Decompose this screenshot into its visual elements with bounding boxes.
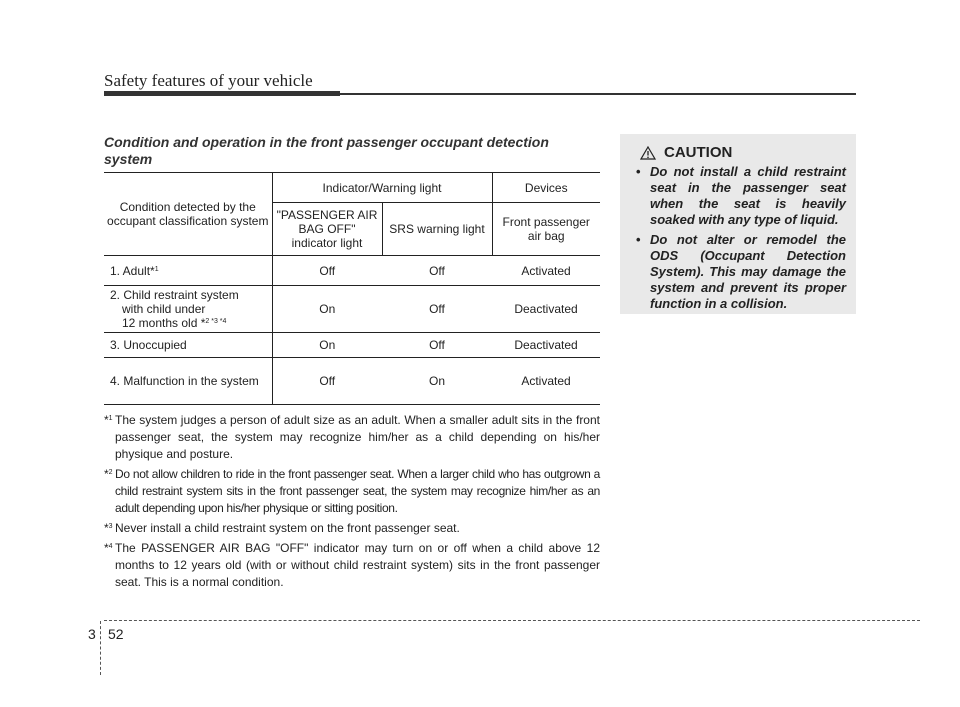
caution-item: • Do not install a child restraint seat in the passenger seat when the seat is heavily soaked with any type of liquid. [630, 164, 846, 228]
footnote-text: Do not allow children to ride in the front passenger seat. When a larger child who has outgrown a child restraint system sits in the front passenger seat, the system may recognize him/her as an adult depending upon his/her physique or sitting position. [115, 467, 600, 515]
footnote-number: 1 [108, 415, 113, 422]
front-passenger-airbag-header: Front passenger air bag [492, 203, 600, 256]
airbag-status-cell: Activated [492, 358, 600, 405]
srs-warning-header: SRS warning light [382, 203, 492, 256]
table-row [104, 286, 600, 333]
footnote-mark [104, 412, 113, 429]
footnote [104, 466, 600, 517]
table-row [104, 333, 600, 358]
airbag-status-cell: Deactivated [492, 333, 600, 358]
caution-item: • Do not alter or remodel the ODS (Occupant Detection System). This may damage the system and prevent its proper function in a collision. [630, 232, 846, 312]
caution-list [630, 164, 846, 312]
condition-header: Condition detected by the occupant classification system [104, 173, 272, 256]
table-header-row [104, 173, 600, 203]
page-footer-rule [104, 620, 920, 621]
page-number-divider [100, 621, 101, 675]
header-bar [104, 91, 340, 96]
condition-cell: 4. Malfunction in the system [104, 358, 272, 405]
page-header-title: Safety features of your vehicle [104, 71, 313, 90]
airbag-off-light-cell: Off [272, 256, 382, 286]
footnote-ref: 1 [154, 265, 159, 273]
srs-light-cell: Off [382, 333, 492, 358]
footnote-text: Never install a child restraint system on the front passenger seat. [115, 521, 460, 535]
footnote-ref: 2 *3 *4 [205, 318, 227, 325]
footnote-mark [104, 540, 113, 557]
footnote-asterisk: * [104, 413, 109, 427]
caution-box [620, 134, 856, 314]
condition-cell [104, 256, 272, 286]
footnote-number: 2 [108, 469, 113, 476]
condition-label: with child under [122, 302, 206, 316]
footnote [104, 520, 600, 537]
condition-label: 1. Adult* [110, 263, 155, 278]
footnote-asterisk: * [104, 467, 109, 481]
footnote-number: 4 [108, 543, 113, 550]
condition-label: 2. Child restraint system [110, 288, 239, 302]
ods-condition-table [104, 172, 600, 405]
airbag-off-light-cell: On [272, 286, 382, 333]
footnote-number: 3 [108, 523, 113, 530]
section-title: Condition and operation in the front passenger occupant detection system [104, 134, 549, 167]
footnote [104, 540, 600, 591]
footnote-asterisk: * [104, 521, 109, 535]
footnote-asterisk: * [104, 541, 109, 555]
footnote-mark [104, 520, 113, 537]
table-row [104, 256, 600, 286]
table-row [104, 358, 600, 405]
airbag-status-cell: Deactivated [492, 286, 600, 333]
condition-cell: 3. Unoccupied [104, 333, 272, 358]
passenger-airbag-off-header: "PASSENGER AIR BAG OFF" indicator light [272, 203, 382, 256]
warning-triangle-icon [640, 146, 656, 160]
indicator-header: Indicator/Warning light [272, 173, 492, 203]
airbag-status-cell: Activated [492, 256, 600, 286]
devices-header: Devices [492, 173, 600, 203]
chapter-number: 3 [88, 626, 96, 642]
condition-cell [104, 286, 272, 333]
srs-light-cell: On [382, 358, 492, 405]
page-number: 52 [108, 626, 124, 642]
srs-light-cell: Off [382, 256, 492, 286]
airbag-off-light-cell: Off [272, 358, 382, 405]
header-rule [340, 93, 856, 95]
airbag-off-light-cell: On [272, 333, 382, 358]
footnote [104, 412, 600, 463]
footnote-text: The PASSENGER AIR BAG "OFF" indicator may turn on or off when a child above 12 months to 12 years old (with or without child restraint system) sits in the front passenger seat. This is a normal condition. [115, 541, 600, 589]
caution-header [640, 144, 846, 161]
condition-label: 12 months old * [122, 316, 206, 330]
caution-title: CAUTION [664, 144, 733, 161]
footnote-text: The system judges a person of adult size as an adult. When a smaller adult sits in the front passenger seat, the system may recognize him/her as a child depending on his/her physique and posture. [115, 413, 600, 461]
srs-light-cell: Off [382, 286, 492, 333]
footnotes [104, 412, 600, 594]
footnote-mark [104, 466, 113, 483]
condition-label-line3 [110, 316, 270, 330]
